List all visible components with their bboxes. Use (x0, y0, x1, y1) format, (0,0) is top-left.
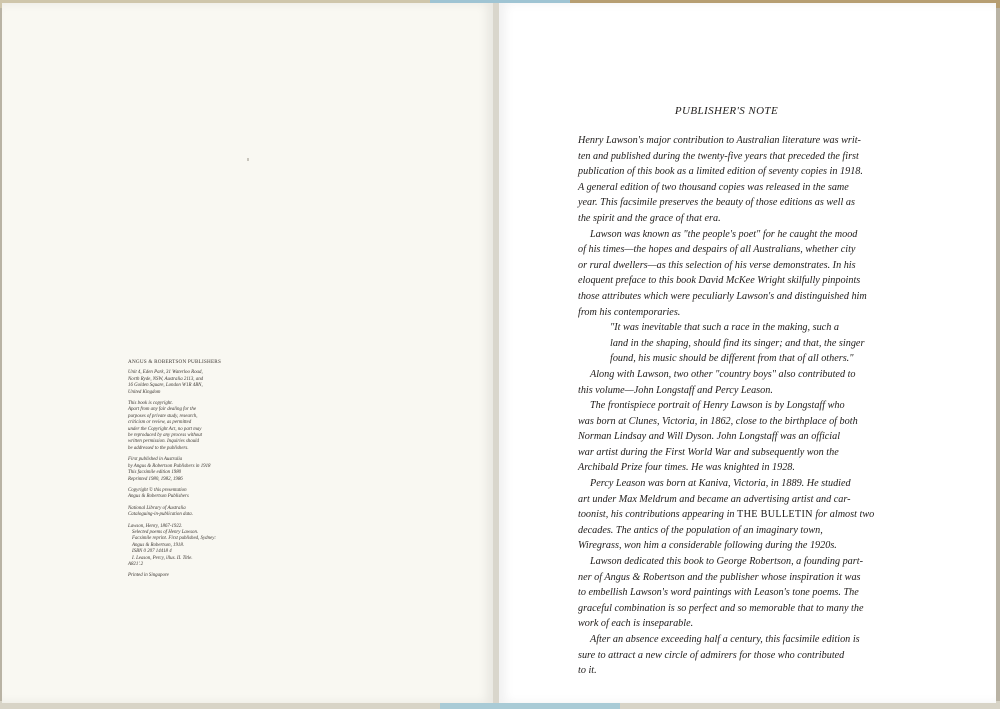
left-page (2, 3, 493, 703)
text-line: Archibald Prize four times. He was knighted in 1928. (578, 462, 795, 474)
copyright-line: This book is copyright. (128, 401, 173, 407)
text-line: A general edition of two thousand copies was released in the same (578, 181, 849, 193)
presentation-line: Copyright © this presentation (128, 487, 187, 493)
page-title: PUBLISHER'S NOTE (674, 105, 779, 117)
address-line: United Kingdom (128, 389, 161, 395)
edition-history (128, 457, 278, 483)
copyright-line: be addressed to the publishers. (128, 445, 189, 451)
text-line: year. This facsimile preserves the beauty of those editions as well as (578, 197, 855, 209)
text-line: Lawson was known as "the people's poet" for he caught the mood (590, 228, 858, 240)
text-line: After an absence exceeding half a century, this facsimile edition is (590, 634, 860, 645)
text-line: sure to attract a new circle of admirers for those who contributed (578, 649, 845, 661)
text-line: this volume—John Longstaff and Percy Leason. (578, 384, 773, 396)
text-line: work of each is inseparable. (578, 618, 694, 630)
text-line: ten and published during the twenty-five years that preceded the first (578, 150, 859, 162)
publisher-address (128, 370, 278, 396)
publisher-name: ANGUS & ROBERTSON PUBLISHERS (128, 359, 222, 365)
text-segment: toonist, his contributions appearing in (578, 509, 735, 521)
text-line: eloquent preface to this book David McKee Wright skilfully pinpoints (578, 275, 861, 287)
quote-line: found, his music should be different from that of all others." (610, 353, 854, 365)
paper-mark (247, 158, 249, 161)
text-line (578, 507, 875, 523)
text-line: war artist during the First World War and subsequently won the (578, 446, 839, 458)
text-line: the spirit and the grace of that era. (578, 212, 721, 224)
copyright-line: written permission. Inquiries should (128, 439, 199, 445)
text-line: Henry Lawson's major contribution to Australian literature was writ- (578, 135, 861, 146)
copyright-notice (128, 401, 278, 452)
text-line: to it. (578, 665, 597, 677)
copyright-line: be reproduced by any process without (128, 433, 203, 439)
copyright-line: criticism or review, as permitted (128, 420, 192, 426)
text-line: Percy Leason was born at Kaniva, Victoria, in 1889. He studied (590, 478, 851, 490)
catalogue-line: Angus & Robertson, 1918. (132, 542, 185, 548)
edition-line: First published in Australia (128, 457, 183, 463)
text-line: or rural dwellers—as this selection of his verse demonstrates. In his (578, 259, 856, 271)
quote-line: land in the shaping, should find its singer; and that, the singer (610, 337, 865, 349)
catalogue-line: Lawson, Henry, 1867-1922. (128, 523, 183, 529)
quote-line: "It was inevitable that such a race in the making, such a (610, 322, 839, 334)
text-line: graceful combination is so perfect and so memorable that to many the (578, 602, 864, 614)
text-segment: for almost two (815, 509, 875, 521)
copyright-presentation (128, 488, 278, 501)
text-line: publication of this book as a limited edition of seventy copies in 1918. (578, 166, 863, 178)
catalogue-line: Facsimile reprint. First published, Sydney: (132, 536, 217, 542)
library-line: Cataloguing-in-publication data. (128, 512, 193, 518)
text-line: Norman Lindsay and Will Dyson. John Longstaff was an official (578, 431, 841, 443)
journal-name: THE BULLETIN (737, 509, 813, 521)
copyright-line: purposes of private study, research, (128, 413, 198, 419)
library-data (128, 506, 278, 519)
text-line: to embellish Lawson's word paintings with Leason's tone poems. The (578, 587, 859, 599)
text-line: Along with Lawson, two other "country boys" also contributed to (590, 368, 856, 380)
text-line: decades. The antics of the population of an imaginary town, (578, 524, 823, 536)
library-line: National Library of Australia (128, 505, 186, 511)
catalogue-line: Selected poems of Henry Lawson. (132, 529, 199, 535)
catalogue-entry (128, 524, 278, 569)
colophon (128, 359, 278, 585)
text-line: ner of Angus & Robertson and the publisher whose inspiration it was (578, 571, 861, 583)
catalogue-line: A821'.2 (128, 561, 144, 567)
catalogue-line: ISBN 0 207 14418 4 (132, 549, 172, 555)
edition-line: Reprinted 1980, 1982, 1986 (128, 476, 183, 482)
text-line: was born at Clunes, Victoria, in 1862, close to the birthplace of both (578, 415, 858, 427)
publishers-note (578, 105, 875, 679)
text-line: art under Max Meldrum and became an advertising artist and car- (578, 493, 851, 505)
printed-in: Printed in Singapore (128, 573, 169, 579)
edition-line: by Angus & Robertson Publishers in 1918 (128, 463, 211, 469)
copyright-line: under the Copyright Act, no part may (128, 426, 202, 432)
address-line: 16 Golden Square, London W1R 4BN, (128, 383, 203, 389)
text-line: The frontispiece portrait of Henry Lawson is by Longstaff who (590, 400, 845, 412)
catalogue-line: I. Leason, Percy, illus. II. Title. (132, 555, 193, 561)
presentation-line: Angus & Robertson Publishers (128, 494, 189, 500)
edition-line: This facsimile edition 1980 (128, 470, 182, 476)
text-line: those attributes which were peculiarly Lawson's and distinguished him (578, 290, 867, 302)
address-line: North Ryde, NSW, Australia 2113, and (128, 376, 204, 382)
text-line: of his times—the hopes and despairs of all Australians, whether city (578, 244, 856, 256)
address-line: Unit 4, Eden Park, 31 Waterloo Road, (128, 370, 203, 376)
copyright-line: Apart from any fair dealing for the (128, 407, 197, 413)
text-line: from his contemporaries. (578, 306, 681, 318)
text-line: Wiregrass, won him a considerable following during the 1920s. (578, 540, 837, 552)
text-line: Lawson dedicated this book to George Robertson, a founding part- (590, 556, 863, 568)
